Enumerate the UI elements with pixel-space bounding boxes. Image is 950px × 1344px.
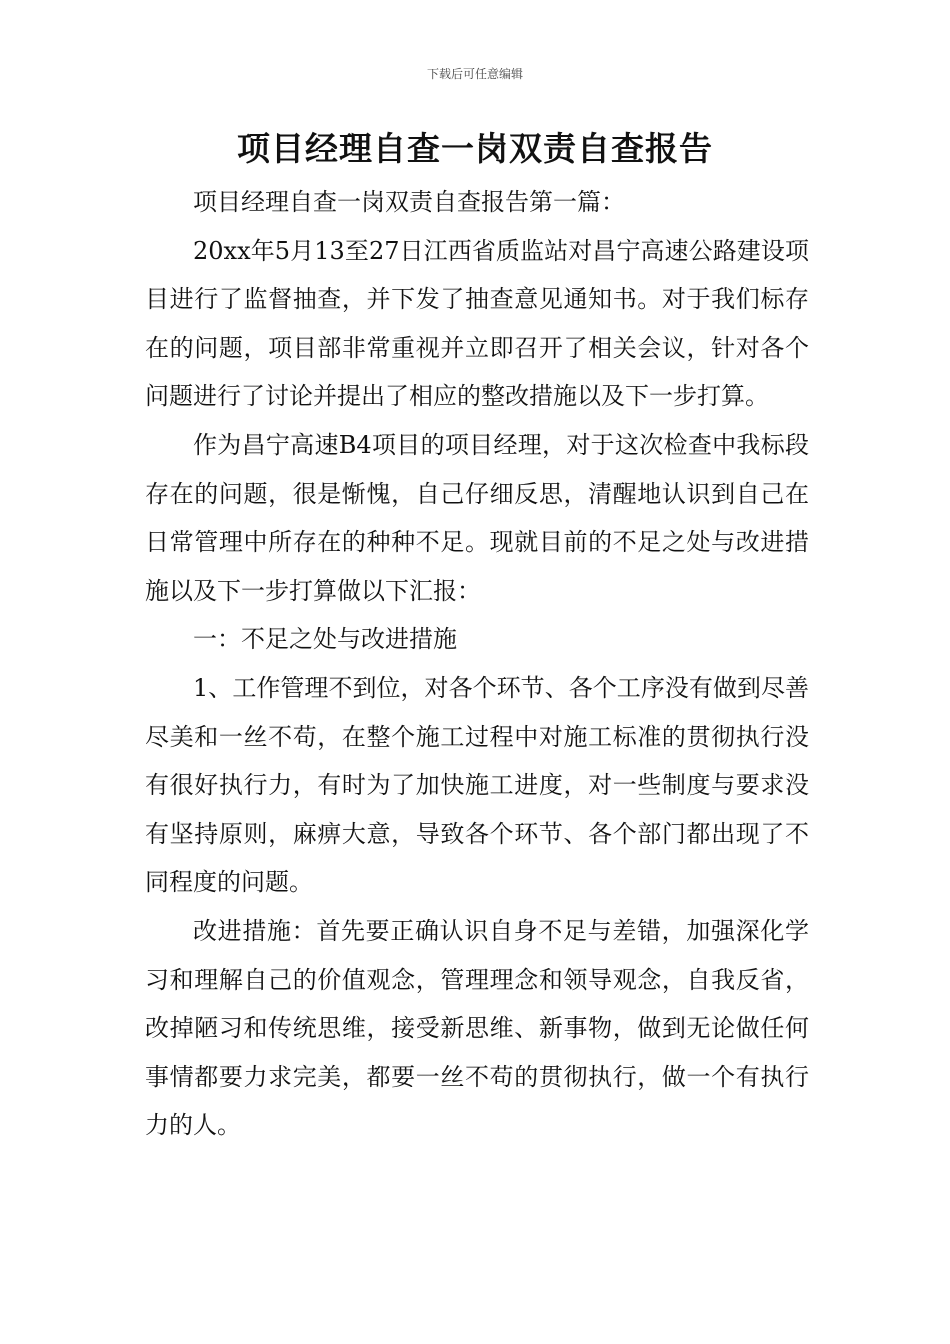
document-body bbox=[145, 178, 809, 1150]
section-heading: 一：不足之处与改进措施 bbox=[193, 625, 457, 654]
paragraph-reflection: 作为昌宁高速B4项目的项目经理，对于这次检查中我标段存在的问题，很是惭愧，自己仔细反思，清醒地认识到自己在日常管理中所存在的种种不足。现就目前的不足之处与改进措施以及下一步打算做以下汇报： bbox=[145, 430, 809, 605]
paragraph-improvement: 改进措施：首先要正确认识自身不足与差错，加强深化学习和理解自己的价值观念，管理理念和领导观念，自我反省，改掉陋习和传统思维，接受新思维、新事物，做到无论做任何事情都要力求完美，都要一丝不苟的贯彻执行，做一个有执行力的人。 bbox=[145, 916, 809, 1140]
paragraph-intro: 项目经理自查一岗双责自查报告第一篇： bbox=[193, 188, 625, 216]
paragraph-issue-1: 1、工作管理不到位，对各个环节、各个工序没有做到尽善尽美和一丝不苟，在整个施工过程中对施工标准的贯彻执行没有很好执行力，有时为了加快施工进度，对一些制度与要求没有坚持原则，麻痹大意，导致各个环节、各个部门都出现了不同程度的问题。 bbox=[145, 673, 809, 897]
paragraph-inspection: 20xx年5月13至27日江西省质监站对昌宁高速公路建设项目进行了监督抽查，并下发了抽查意见通知书。对于我们标存在的问题，项目部非常重视并立即召开了相关会议，针对各个问题进行了讨论并提出了相应的整改措施以及下一步打算。 bbox=[145, 236, 809, 411]
header-note: 下载后可任意编辑 bbox=[426, 67, 523, 81]
document-title: 项目经理自查一岗双责自查报告 bbox=[237, 129, 713, 168]
